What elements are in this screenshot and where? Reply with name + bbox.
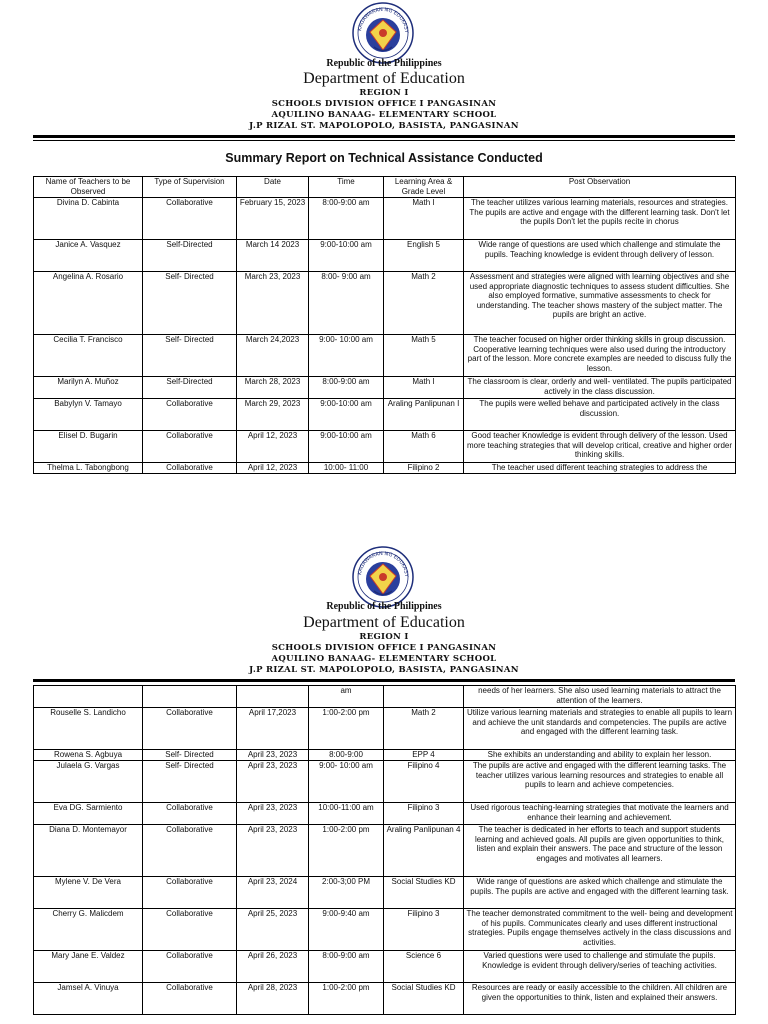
teacher-name: Julaela G. Vargas [34, 761, 143, 803]
supervision-type: Self- Directed [143, 750, 237, 761]
observation-time: 9:00-10:00 am [309, 399, 384, 431]
table-row [34, 761, 736, 803]
observation-time: 1:00-2:00 pm [309, 983, 384, 1015]
observation-time: 9:00- 10:00 am [309, 761, 384, 803]
observation-time: 1:00-2:00 pm [309, 825, 384, 877]
learning-area: Filipino 4 [384, 761, 464, 803]
post-observation: The teacher utilizes various learning materials, resources and strategies. The pupils are active and engage with the different learning task. Don't let the pupils Don't let the pupils recite in chorus [464, 198, 736, 240]
supervision-type: Collaborative [143, 909, 237, 951]
post-observation: Utilize various learning materials and strategies to enable all pupils to learn and achieve the unit standards and competencies. The pupils are active and engaged with the different learning task. [464, 708, 736, 750]
column-header-name: Name of Teachers to be Observed [34, 177, 143, 198]
observation-time: 8:00- 9:00 am [309, 272, 384, 335]
table-row [34, 240, 736, 272]
deped-seal-icon [352, 2, 414, 64]
observation-date: April 28, 2023 [237, 983, 309, 1015]
post-observation: The teacher demonstrated commitment to the well- being and development of his pupils. Communicates clearly and uses different instructional strategies. Pupils engage themselves actively in the class discussions and activities. [464, 909, 736, 951]
table-row [34, 877, 736, 909]
teacher-name: Jamsel A. Vinuya [34, 983, 143, 1015]
learning-area: Araling Panlipunan I [384, 399, 464, 431]
observation-time: 8:00-9:00 am [309, 377, 384, 399]
observation-time: 8:00-9:00 [309, 750, 384, 761]
column-header-post: Post Observation [464, 177, 736, 198]
post-observation: Assessment and strategies were aligned with learning objectives and she used appropriate diagnostic techniques to assess student difficulties. She also employed formative, summative assessments to check for understanding. The teacher shows mastery of the subject matter. The pupils are bright an active. [464, 272, 736, 335]
teacher-name: Diana D. Montemayor [34, 825, 143, 877]
observation-date: March 24,2023 [237, 335, 309, 377]
learning-area: Science 6 [384, 951, 464, 983]
learning-area: Math 2 [384, 272, 464, 335]
post-observation: The pupils were welled behave and participated actively in the class discussion. [464, 399, 736, 431]
document-page-2 [0, 520, 768, 1024]
supervision-type: Collaborative [143, 399, 237, 431]
post-observation: The pupils are active and engaged with the different learning tasks. The teacher utilizes various learning resources and strategies to enable all pupils to learn and achieve competencies. [464, 761, 736, 803]
observation-date: April 23, 2023 [237, 761, 309, 803]
observation-time: 1:00-2:00 pm [309, 708, 384, 750]
observation-date: March 23, 2023 [237, 272, 309, 335]
table-row [34, 198, 736, 240]
observation-date: April 12, 2023 [237, 431, 309, 463]
learning-area: Math 2 [384, 708, 464, 750]
report-title: Summary Report on Technical Assistance Conducted [225, 151, 543, 165]
supervision-type: Collaborative [143, 877, 237, 909]
learning-area: Filipino 3 [384, 803, 464, 825]
summary-table-page-2 [33, 685, 736, 1015]
teacher-name: Divina D. Cabinta [34, 198, 143, 240]
column-header-type: Type of Supervision [143, 177, 237, 198]
observation-time: 8:00-9:00 am [309, 951, 384, 983]
observation-date: April 23, 2023 [237, 825, 309, 877]
school-heading: AQUILINO BANAAG- ELEMENTARY SCHOOL [271, 654, 497, 664]
column-header-date: Date [237, 177, 309, 198]
post-observation: Good teacher Knowledge is evident through delivery of the lesson. Used more teaching strategies that will develop critical, creative and higher order thinking skills. [464, 431, 736, 463]
observation-time: am [309, 686, 384, 708]
teacher-name: Marilyn A. Muñoz [34, 377, 143, 399]
teacher-name: Rouselle S. Landicho [34, 708, 143, 750]
table-row [34, 909, 736, 951]
supervision-type: Collaborative [143, 951, 237, 983]
column-header-time: Time [309, 177, 384, 198]
observation-date: April 25, 2023 [237, 909, 309, 951]
teacher-name: Cecilia T. Francisco [34, 335, 143, 377]
table-row [34, 335, 736, 377]
table-row [34, 686, 736, 708]
post-observation: Used rigorous teaching-learning strategies that motivate the learners and enhance their learning and achievement. [464, 803, 736, 825]
column-header-area: Learning Area & Grade Level [384, 177, 464, 198]
observation-time: 9:00- 10:00 am [309, 335, 384, 377]
summary-table-page-1 [33, 176, 736, 474]
deped-seal-icon [352, 546, 414, 608]
table-row [34, 431, 736, 463]
address-heading: J.P RIZAL ST. MAPOLOPOLO, BASISTA, PANGASINAN [249, 121, 519, 131]
learning-area: Math I [384, 198, 464, 240]
observation-date: April 12, 2023 [237, 463, 309, 474]
supervision-type: Collaborative [143, 198, 237, 240]
svg-text:KAGAWARAN NG EDUKASYON: KAGAWARAN NG EDUKASY [357, 6, 410, 33]
observation-time: 9:00-9:40 am [309, 909, 384, 951]
observation-time: 10:00- 11:00 [309, 463, 384, 474]
table-row [34, 983, 736, 1015]
region-heading: REGION I [359, 632, 409, 642]
division-heading: SCHOOLS DIVISION OFFICE I PANGASINAN [271, 643, 497, 653]
region-heading: REGION I [359, 88, 409, 98]
table-row [34, 825, 736, 877]
teacher-name: Janice A. Vasquez [34, 240, 143, 272]
republic-heading: Republic of the Philippines [326, 58, 442, 69]
observation-date: April 23, 2023 [237, 750, 309, 761]
observation-date: April 17,2023 [237, 708, 309, 750]
table-row [34, 463, 736, 474]
teacher-name: Cherry G. Malicdem [34, 909, 143, 951]
learning-area: Math 6 [384, 431, 464, 463]
observation-time: 10:00-11:00 am [309, 803, 384, 825]
department-heading: Department of Education [303, 614, 465, 631]
teacher-name: Eva DG. Sarmiento [34, 803, 143, 825]
observation-date: April 23, 2023 [237, 803, 309, 825]
supervision-type: Self- Directed [143, 761, 237, 803]
table-row [34, 803, 736, 825]
supervision-type: Collaborative [143, 463, 237, 474]
post-observation: Wide range of questions are asked which challenge and stimulate the pupils. The pupils are active and engaged with the different learning task. [464, 877, 736, 909]
supervision-type: Self- Directed [143, 335, 237, 377]
division-heading: SCHOOLS DIVISION OFFICE I PANGASINAN [271, 99, 497, 109]
observation-date: March 29, 2023 [237, 399, 309, 431]
table-row [34, 377, 736, 399]
observation-date: February 15, 2023 [237, 198, 309, 240]
post-observation: The teacher is dedicated in her efforts to teach and support students learning and achieved goals. All pupils are given opportunities to think, listen and explain their answers. The pace and structure of the lesson engages and motivates all learners. [464, 825, 736, 877]
learning-area [384, 686, 464, 708]
header-rule-thin [33, 140, 735, 141]
header-rule [33, 679, 735, 682]
observation-time: 2:00-3;00 PM [309, 877, 384, 909]
post-observation: Wide range of questions are used which challenge and stimulate the pupils. Teaching knowledge is evident through delivery of lesson. [464, 240, 736, 272]
supervision-type: Collaborative [143, 803, 237, 825]
post-observation: She exhibits an understanding and ability to explain her lesson. [464, 750, 736, 761]
learning-area: Math 5 [384, 335, 464, 377]
post-observation: The classroom is clear, orderly and well- ventilated. The pupils participated actively in the class discussion. [464, 377, 736, 399]
supervision-type: Collaborative [143, 708, 237, 750]
republic-heading: Republic of the Philippines [326, 601, 442, 612]
observation-date: April 26, 2023 [237, 951, 309, 983]
supervision-type: Collaborative [143, 983, 237, 1015]
supervision-type: Collaborative [143, 825, 237, 877]
table-row [34, 951, 736, 983]
supervision-type [143, 686, 237, 708]
teacher-name: Babylyn V. Tamayo [34, 399, 143, 431]
teacher-name: Rowena S. Agbuya [34, 750, 143, 761]
teacher-name: Thelma L. Tabongbong [34, 463, 143, 474]
observation-date [237, 686, 309, 708]
observation-time: 8:00-9:00 am [309, 198, 384, 240]
learning-area: Araling Panlipunan 4 [384, 825, 464, 877]
learning-area: EPP 4 [384, 750, 464, 761]
post-observation: The teacher focused on higher order thinking skills in group discussion. Cooperative learning techniques were also used during the introductory part of the lesson. More concrete examples are needed to discuss fully the lesson. [464, 335, 736, 377]
table-row [34, 708, 736, 750]
observation-time: 9:00-10:00 am [309, 431, 384, 463]
teacher-name: Elisel D. Bugarin [34, 431, 143, 463]
post-observation: needs of her learners. She also used learning materials to attract the attention of the learners. [464, 686, 736, 708]
table-row [34, 750, 736, 761]
table-row [34, 272, 736, 335]
observation-time: 9:00-10:00 am [309, 240, 384, 272]
teacher-name: Mylene V. De Vera [34, 877, 143, 909]
address-heading: J.P RIZAL ST. MAPOLOPOLO, BASISTA, PANGASINAN [249, 665, 519, 675]
observation-date: March 28, 2023 [237, 377, 309, 399]
teacher-name [34, 686, 143, 708]
supervision-type: Collaborative [143, 431, 237, 463]
learning-area: Filipino 3 [384, 909, 464, 951]
observation-date: April 23, 2024 [237, 877, 309, 909]
observation-date: March 14 2023 [237, 240, 309, 272]
svg-text:KAGAWARAN NG EDUKASYON: KAGAWARAN NG EDUKASY [357, 550, 410, 577]
learning-area: Social Studies KD [384, 877, 464, 909]
supervision-type: Self-Directed [143, 377, 237, 399]
supervision-type: Self- Directed [143, 272, 237, 335]
header-rule [33, 135, 735, 138]
post-observation: The teacher used different teaching strategies to address the [464, 463, 736, 474]
supervision-type: Self-Directed [143, 240, 237, 272]
post-observation: Resources are ready or easily accessible to the children. All children are given the opportunities to think, listen and explained their answers. [464, 983, 736, 1015]
table-row [34, 399, 736, 431]
learning-area: Math I [384, 377, 464, 399]
learning-area: English 5 [384, 240, 464, 272]
teacher-name: Mary Jane E. Valdez [34, 951, 143, 983]
school-heading: AQUILINO BANAAG- ELEMENTARY SCHOOL [271, 110, 497, 120]
department-heading: Department of Education [303, 70, 465, 87]
post-observation: Varied questions were used to challenge and stimulate the pupils. Knowledge is evident through delivery/series of teaching activities. [464, 951, 736, 983]
learning-area: Social Studies KD [384, 983, 464, 1015]
learning-area: Filipino 2 [384, 463, 464, 474]
teacher-name: Angelina A. Rosario [34, 272, 143, 335]
